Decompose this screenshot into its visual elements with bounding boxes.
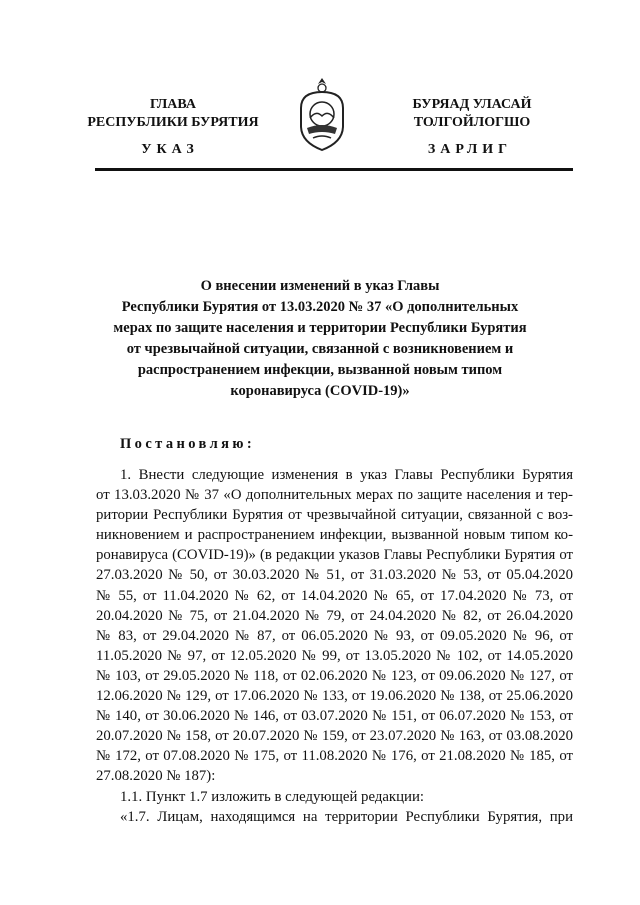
coat-of-arms-emblem	[295, 74, 349, 154]
title-line: О внесении изменений в указ Главы	[200, 278, 440, 294]
body-line: № 140, от 30.06.2020 № 146, от 03.07.2020 № 151, от 06.07.2020 № 153, от	[96, 708, 573, 725]
title-line: коронавируса (COVID-19)»	[230, 383, 410, 399]
doc-type-bua: ЗАРЛИГ	[427, 142, 513, 157]
issuer-ru-line1: ГЛАВА	[150, 97, 196, 112]
body-line: 27.08.2020 № 187):	[96, 768, 216, 785]
decree-word: Постановляю:	[120, 436, 256, 452]
body-line: 27.03.2020 № 50, от 30.03.2020 № 51, от 31.03.2020 № 53, от 05.04.2020	[96, 567, 573, 584]
issuer-bua-line1: БУРЯАД УЛАСАЙ	[412, 97, 532, 112]
document-title	[100, 276, 540, 402]
title-line: мерах по защите населения и территории Республики Бурятия	[113, 320, 527, 336]
body-line: 20.07.2020 № 158, от 20.07.2020 № 159, от 23.07.2020 № 163, от 03.08.2020	[96, 728, 573, 745]
header-divider	[95, 168, 573, 171]
body-line: ронавируса (COVID-19)» (в редакции указов Главы Республики Бурятия от	[96, 547, 573, 564]
body-line: № 83, от 29.04.2020 № 87, от 06.05.2020 № 93, от 09.05.2020 № 96, от	[96, 627, 573, 644]
body-line: 1. Внести следующие изменения в указ Главы Республики Бурятия	[120, 467, 573, 483]
body-line: 1.1. Пункт 1.7 изложить в следующей редакции:	[120, 788, 424, 805]
body-line: 11.05.2020 № 97, от 12.05.2020 № 99, от 13.05.2020 № 102, от 14.05.2020	[96, 647, 573, 664]
body-line: ритории Республики Бурятия от чрезвычайной ситуации, связанной с воз-	[96, 507, 573, 524]
issuer-bua	[372, 96, 572, 132]
body-line: от 13.03.2020 № 37 «О дополнительных мерах по защите населения и тер-	[96, 487, 573, 504]
body-line: № 55, от 11.04.2020 № 62, от 14.04.2020 № 65, от 17.04.2020 № 73, от	[96, 587, 573, 604]
body-line: 20.04.2020 № 75, от 21.04.2020 № 79, от 24.04.2020 № 82, от 26.04.2020	[96, 607, 573, 624]
body-line: № 103, от 29.05.2020 № 118, от 02.06.2020 № 123, от 09.06.2020 № 127, от	[96, 667, 573, 684]
body-line: «1.7. Лицам, находящимся на территории Республики Бурятия, при	[120, 808, 573, 825]
document-body	[96, 465, 573, 827]
title-line: от чрезвычайной ситуации, связанной с возникновением и	[126, 341, 514, 357]
title-line: Республики Бурятия от 13.03.2020 № 37 «О дополнительных	[121, 299, 519, 315]
body-line: никновением и распространением инфекции, вызванной новым типом ко-	[96, 527, 573, 544]
issuer-ru-line2: РЕСПУБЛИКИ БУРЯТИЯ	[87, 115, 259, 130]
issuer-bua-line2: ТОЛГОЙЛОГШО	[413, 115, 531, 130]
issuer-ru	[78, 96, 268, 132]
body-line: 12.06.2020 № 129, от 17.06.2020 № 133, от 19.06.2020 № 138, от 25.06.2020	[96, 688, 573, 705]
body-line: № 172, от 07.08.2020 № 175, от 11.08.2020 № 176, от 21.08.2020 № 185, от	[96, 748, 573, 765]
doc-type-ru: УКАЗ	[141, 142, 199, 157]
title-line: распространением инфекции, вызванной новым типом	[137, 362, 503, 378]
